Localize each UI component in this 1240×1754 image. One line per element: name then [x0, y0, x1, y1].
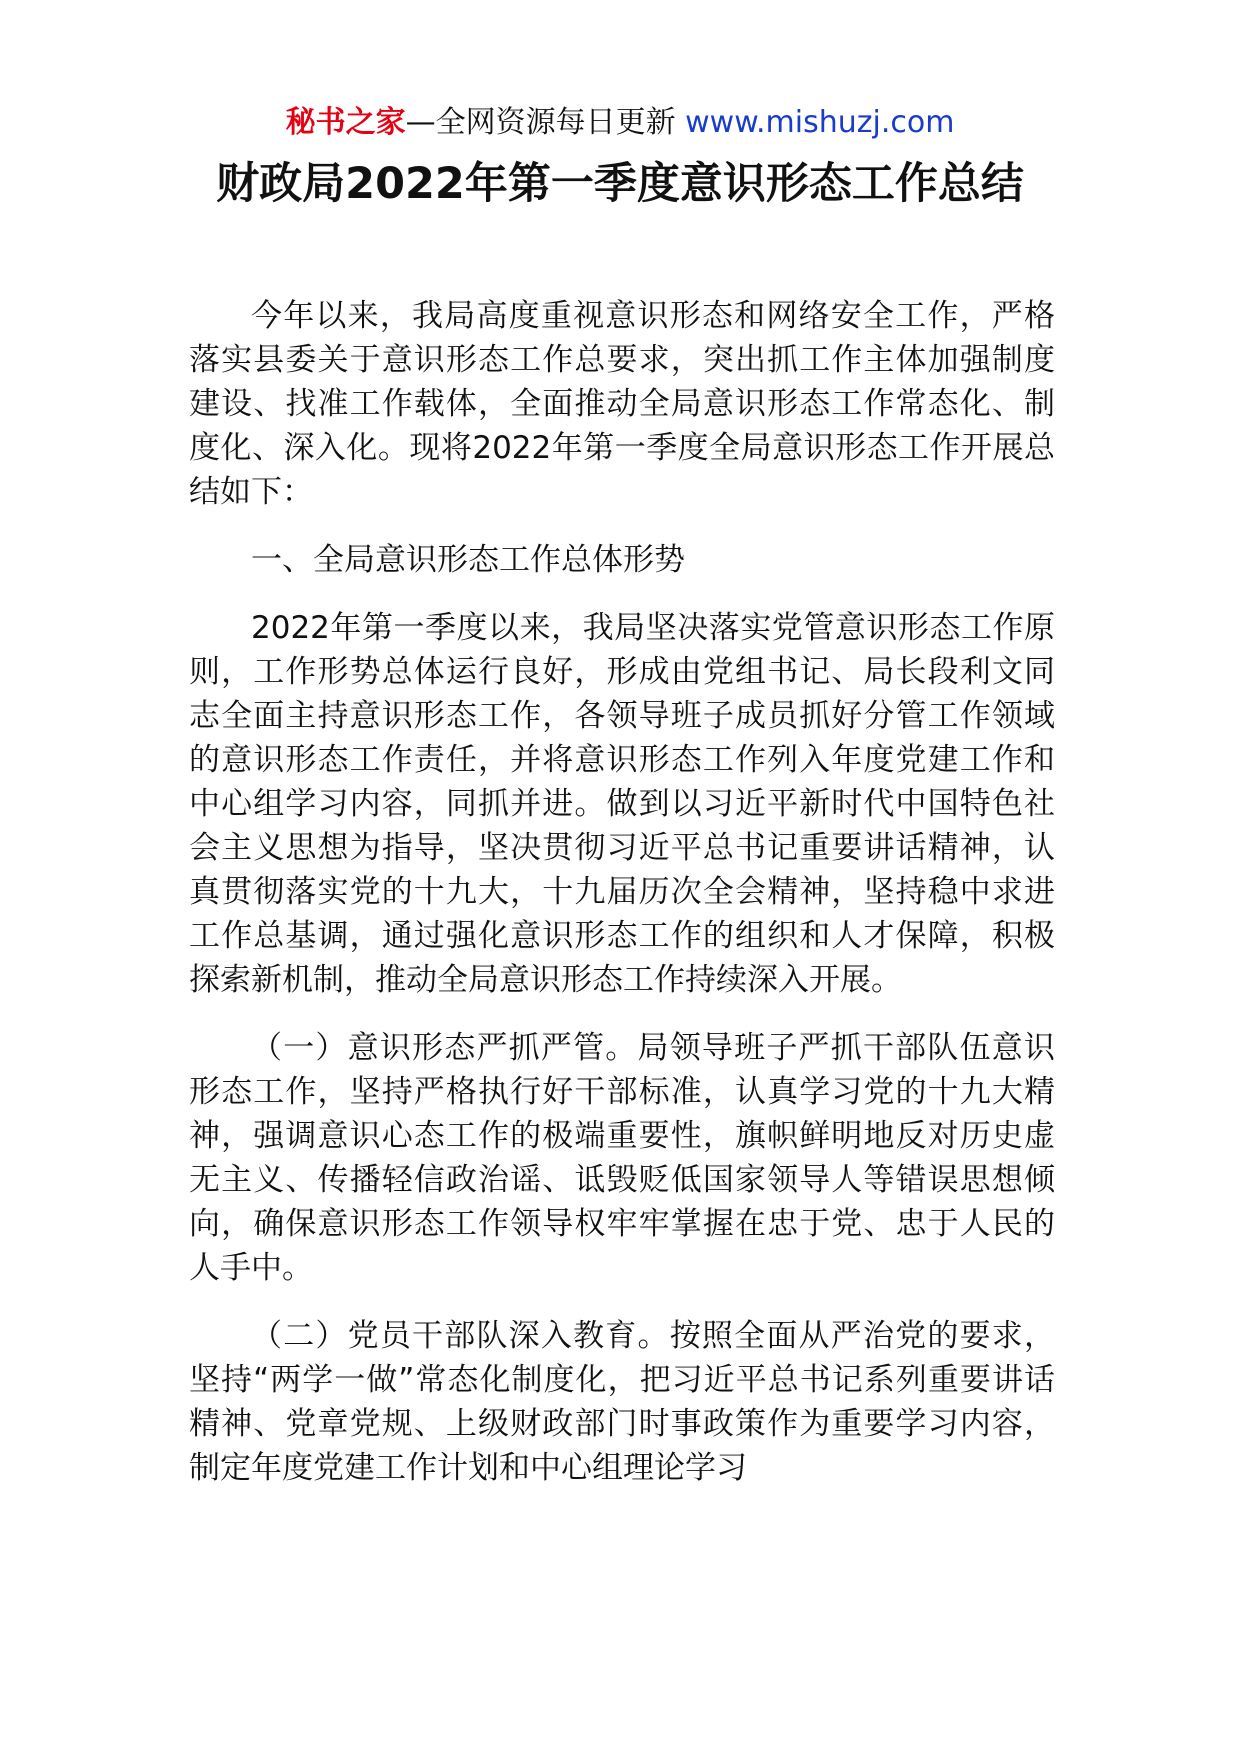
- document-body: [189, 294, 1055, 1490]
- body-paragraph: （二）党员干部队深入教育。按照全面从严治党的要求，坚持“两学一做”常态化制度化，把习近平总书记系列重要讲话精神、党章党规、上级财政部门时事政策作为重要学习内容，制定年度党建工作计划和中心组理论学习: [189, 1318, 1055, 1486]
- brand-name: 秘书之家: [285, 105, 406, 140]
- intro-paragraph: 今年以来，我局高度重视意识形态和网络安全工作，严格落实县委关于意识形态工作总要求，突出抓工作主体加强制度建设、找准工作载体，全面推动全局意识形态工作常态化、制度化、深入化。现将2022年第一季度全局意识形态工作开展总结如下：: [189, 298, 1055, 510]
- document-title: 财政局2022年第一季度意识形态工作总结: [216, 159, 1024, 209]
- body-paragraph: （一）意识形态严抓严管。局领导班子严抓干部队伍意识形态工作，坚持严格执行好干部标准，认真学习党的十九大精神，强调意识心态工作的极端重要性，旗帜鲜明地反对历史虚无主义、传播轻信政治谣、诋毁贬低国家领导人等错误思想倾向，确保意识形态工作领导权牢牢掌握在忠于党、忠于人民的人手中。: [189, 1030, 1055, 1286]
- site-banner: [0, 100, 1240, 146]
- site-url-link[interactable]: www.mishuzj.com: [685, 105, 955, 140]
- body-paragraph: 2022年第一季度以来，我局坚决落实党管意识形态工作原则，工作形势总体运行良好，形成由党组书记、局长段利文同志全面主持意识形态工作，各领导班子成员抓好分管工作领域的意识形态工作责任，并将意识形态工作列入年度党建工作和中心组学习内容，同抓并进。做到以习近平新时代中国特色社会主义思想为指导，坚决贯彻习近平总书记重要讲话精神，认真贯彻落实党的十九大，十九届历次全会精神，坚持稳中求进工作总基调，通过强化意识形态工作的组织和人才保障，积极探索新机制，推动全局意识形态工作持续深入开展。: [189, 610, 1055, 998]
- section-heading: 一、全局意识形态工作总体形势: [251, 542, 685, 578]
- banner-slogan: —全网资源每日更新: [405, 105, 676, 140]
